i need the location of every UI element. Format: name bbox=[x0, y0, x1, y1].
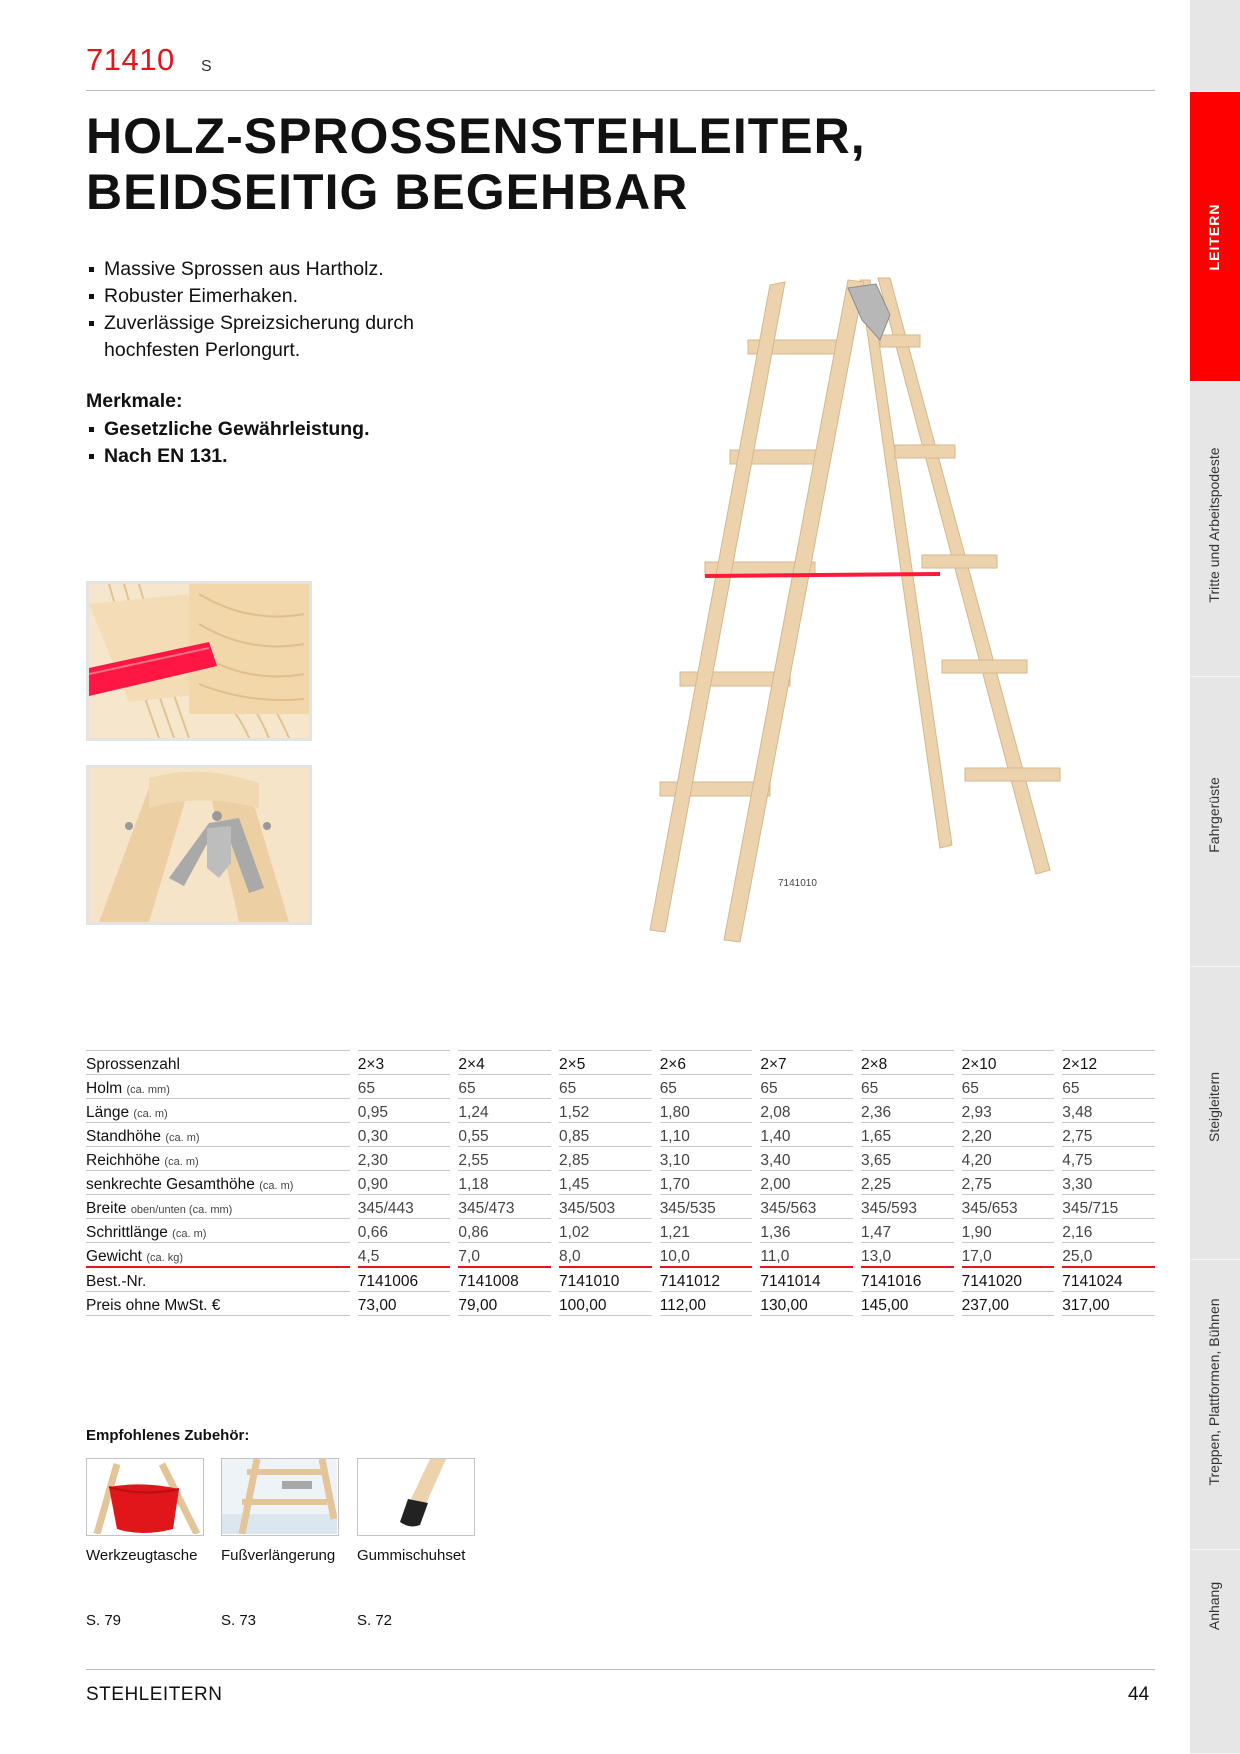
merkmale-list bbox=[86, 416, 466, 470]
spec-gap bbox=[853, 1147, 861, 1171]
spec-cell: 112,00 bbox=[660, 1292, 753, 1316]
spec-gap bbox=[350, 1147, 358, 1171]
spec-row bbox=[86, 1171, 1155, 1195]
accessory-image-werkzeugtasche bbox=[86, 1458, 204, 1536]
spec-row-label bbox=[86, 1219, 350, 1243]
spec-cell: 145,00 bbox=[861, 1292, 954, 1316]
spec-row-label bbox=[86, 1099, 350, 1123]
spec-row bbox=[86, 1195, 1155, 1219]
spec-gap bbox=[350, 1050, 358, 1075]
spec-label-text: Preis ohne MwSt. € bbox=[86, 1297, 221, 1314]
spec-gap bbox=[652, 1219, 660, 1243]
spec-label-unit: (ca. m) bbox=[164, 1156, 199, 1168]
spec-cell: 4,20 bbox=[962, 1147, 1055, 1171]
spec-gap bbox=[1054, 1243, 1062, 1268]
spec-gap bbox=[752, 1171, 760, 1195]
spec-gap bbox=[752, 1219, 760, 1243]
product-image-caption: 7141010 bbox=[778, 878, 817, 889]
spec-cell: 1,47 bbox=[861, 1219, 954, 1243]
spec-cell: 1,65 bbox=[861, 1123, 954, 1147]
spec-gap bbox=[652, 1195, 660, 1219]
spec-label-text: Länge bbox=[86, 1104, 130, 1121]
spec-label-unit: (ca. m) bbox=[259, 1180, 294, 1192]
spec-cell: 1,36 bbox=[760, 1219, 853, 1243]
spec-gap bbox=[954, 1219, 962, 1243]
footer-divider bbox=[86, 1669, 1155, 1670]
spec-row bbox=[86, 1292, 1155, 1316]
spec-cell: 25,0 bbox=[1062, 1243, 1155, 1268]
spec-cell: 7141006 bbox=[358, 1268, 451, 1292]
spec-gap bbox=[954, 1099, 962, 1123]
spec-gap bbox=[450, 1099, 458, 1123]
spec-cell: 1,52 bbox=[559, 1099, 652, 1123]
spec-cell: 2,75 bbox=[1062, 1123, 1155, 1147]
side-tab-steigleitern[interactable] bbox=[1190, 967, 1240, 1260]
spec-cell: 65 bbox=[358, 1075, 451, 1099]
accessory-page-ref: S. 72 bbox=[357, 1612, 393, 1629]
spec-cell: 65 bbox=[458, 1075, 551, 1099]
product-image-ladder bbox=[580, 270, 1080, 950]
spec-gap bbox=[1054, 1099, 1062, 1123]
spec-gap bbox=[450, 1268, 458, 1292]
merkmale-heading: Merkmale: bbox=[86, 390, 183, 412]
side-tab-treppen[interactable] bbox=[1190, 1260, 1240, 1550]
spec-cell: 317,00 bbox=[1062, 1292, 1155, 1316]
spec-gap bbox=[752, 1075, 760, 1099]
spec-cell: 2×12 bbox=[1062, 1050, 1155, 1075]
spec-cell: 2×8 bbox=[861, 1050, 954, 1075]
spec-cell: 79,00 bbox=[458, 1292, 551, 1316]
spec-cell: 345/563 bbox=[760, 1195, 853, 1219]
spec-gap bbox=[954, 1171, 962, 1195]
accessory-label: Gummischuhset bbox=[357, 1547, 466, 1564]
spec-cell: 0,85 bbox=[559, 1123, 652, 1147]
spec-gap bbox=[1054, 1195, 1062, 1219]
page-number: 44 bbox=[1128, 1684, 1150, 1705]
spec-cell: 0,30 bbox=[358, 1123, 451, 1147]
spec-gap bbox=[954, 1292, 962, 1316]
spec-gap bbox=[1054, 1292, 1062, 1316]
spec-gap bbox=[350, 1292, 358, 1316]
spec-gap bbox=[450, 1123, 458, 1147]
spec-cell: 3,40 bbox=[760, 1147, 853, 1171]
spec-gap bbox=[450, 1292, 458, 1316]
spec-cell: 7141014 bbox=[760, 1268, 853, 1292]
spec-cell: 65 bbox=[559, 1075, 652, 1099]
spec-cell: 17,0 bbox=[962, 1243, 1055, 1268]
spec-cell: 2,08 bbox=[760, 1099, 853, 1123]
spec-cell: 2×7 bbox=[760, 1050, 853, 1075]
spec-cell: 130,00 bbox=[760, 1292, 853, 1316]
side-tab-label: Treppen, Plattformen, Bühnen bbox=[1206, 1298, 1222, 1486]
spec-gap bbox=[551, 1268, 559, 1292]
article-suffix: S bbox=[201, 58, 212, 75]
accessory-image-gummischuhset bbox=[357, 1458, 475, 1536]
spec-cell: 2,16 bbox=[1062, 1219, 1155, 1243]
spec-gap bbox=[954, 1123, 962, 1147]
side-tab-label: LEITERN bbox=[1206, 203, 1222, 271]
spec-gap bbox=[551, 1292, 559, 1316]
spec-gap bbox=[752, 1268, 760, 1292]
spec-cell: 2,20 bbox=[962, 1123, 1055, 1147]
spec-cell: 65 bbox=[760, 1075, 853, 1099]
spec-gap bbox=[652, 1243, 660, 1268]
side-tab-label: Anhang bbox=[1206, 1581, 1222, 1631]
spec-gap bbox=[350, 1171, 358, 1195]
spec-row-label bbox=[86, 1268, 350, 1292]
detail-photo-hinge bbox=[86, 765, 312, 925]
spec-cell: 2,36 bbox=[861, 1099, 954, 1123]
side-tab-leitern[interactable] bbox=[1190, 92, 1240, 382]
spec-label-text: Standhöhe bbox=[86, 1128, 161, 1145]
spec-gap bbox=[450, 1147, 458, 1171]
side-tab-label: Fahrgerüste bbox=[1206, 777, 1222, 853]
spec-cell: 13,0 bbox=[861, 1243, 954, 1268]
spec-cell: 237,00 bbox=[962, 1292, 1055, 1316]
spec-gap bbox=[752, 1123, 760, 1147]
spec-cell: 7141012 bbox=[660, 1268, 753, 1292]
spec-cell: 11,0 bbox=[760, 1243, 853, 1268]
spec-label-text: Sprossenzahl bbox=[86, 1056, 180, 1073]
spec-cell: 2,00 bbox=[760, 1171, 853, 1195]
spec-gap bbox=[853, 1292, 861, 1316]
spec-table bbox=[86, 1050, 1155, 1316]
spec-gap bbox=[450, 1171, 458, 1195]
spec-gap bbox=[350, 1123, 358, 1147]
spec-label-text: Best.-Nr. bbox=[86, 1273, 147, 1290]
spec-row bbox=[86, 1243, 1155, 1268]
side-tab-anhang[interactable] bbox=[1190, 1550, 1240, 1754]
spec-cell: 3,48 bbox=[1062, 1099, 1155, 1123]
spec-cell: 345/503 bbox=[559, 1195, 652, 1219]
header-divider bbox=[86, 90, 1155, 91]
feature-item: Massive Sprossen aus Hartholz. bbox=[86, 256, 466, 283]
spec-gap bbox=[752, 1243, 760, 1268]
spec-row bbox=[86, 1075, 1155, 1099]
spec-gap bbox=[853, 1075, 861, 1099]
spec-gap bbox=[752, 1292, 760, 1316]
spec-row-label bbox=[86, 1147, 350, 1171]
spec-cell: 65 bbox=[861, 1075, 954, 1099]
spec-gap bbox=[954, 1050, 962, 1075]
spec-cell: 0,86 bbox=[458, 1219, 551, 1243]
side-nav bbox=[1190, 0, 1240, 1754]
spec-cell: 100,00 bbox=[559, 1292, 652, 1316]
spec-gap bbox=[450, 1219, 458, 1243]
spec-cell: 1,21 bbox=[660, 1219, 753, 1243]
spec-label-text: senkrechte Gesamthöhe bbox=[86, 1176, 255, 1193]
spec-cell: 345/593 bbox=[861, 1195, 954, 1219]
spec-cell: 65 bbox=[1062, 1075, 1155, 1099]
spec-gap bbox=[652, 1075, 660, 1099]
spec-cell: 4,75 bbox=[1062, 1147, 1155, 1171]
spec-cell: 2,30 bbox=[358, 1147, 451, 1171]
spec-gap bbox=[551, 1195, 559, 1219]
spec-gap bbox=[652, 1123, 660, 1147]
spec-gap bbox=[853, 1050, 861, 1075]
merkmale-item: Gesetzliche Gewährleistung. bbox=[86, 416, 466, 443]
spec-gap bbox=[450, 1243, 458, 1268]
side-tab-label: Tritte und Arbeitspodeste bbox=[1206, 447, 1222, 603]
spec-gap bbox=[652, 1268, 660, 1292]
spec-row bbox=[86, 1268, 1155, 1292]
spec-gap bbox=[853, 1195, 861, 1219]
spec-cell: 1,90 bbox=[962, 1219, 1055, 1243]
spec-label-unit: (ca. kg) bbox=[146, 1252, 183, 1264]
spec-gap bbox=[450, 1075, 458, 1099]
spec-gap bbox=[350, 1243, 358, 1268]
side-tab-tritte[interactable] bbox=[1190, 382, 1240, 677]
spec-gap bbox=[1054, 1147, 1062, 1171]
spec-gap bbox=[450, 1195, 458, 1219]
spec-row-label bbox=[86, 1292, 350, 1316]
spec-cell: 1,02 bbox=[559, 1219, 652, 1243]
spec-cell: 2×4 bbox=[458, 1050, 551, 1075]
spec-row bbox=[86, 1147, 1155, 1171]
spec-gap bbox=[652, 1171, 660, 1195]
spec-gap bbox=[1054, 1268, 1062, 1292]
spec-label-text: Breite bbox=[86, 1200, 127, 1217]
spec-cell: 345/535 bbox=[660, 1195, 753, 1219]
spec-label-unit: (ca. m) bbox=[133, 1108, 168, 1120]
spec-gap bbox=[551, 1075, 559, 1099]
spec-cell: 3,30 bbox=[1062, 1171, 1155, 1195]
spec-cell: 1,70 bbox=[660, 1171, 753, 1195]
spec-gap bbox=[1054, 1219, 1062, 1243]
spec-cell: 345/443 bbox=[358, 1195, 451, 1219]
side-tab-fahrgerueste[interactable] bbox=[1190, 677, 1240, 967]
side-tab-blank bbox=[1190, 0, 1240, 92]
spec-gap bbox=[1054, 1171, 1062, 1195]
spec-gap bbox=[1054, 1050, 1062, 1075]
spec-row bbox=[86, 1123, 1155, 1147]
spec-gap bbox=[551, 1243, 559, 1268]
spec-cell: 3,10 bbox=[660, 1147, 753, 1171]
spec-cell: 1,45 bbox=[559, 1171, 652, 1195]
spec-row-label bbox=[86, 1171, 350, 1195]
spec-gap bbox=[1054, 1123, 1062, 1147]
spec-cell: 2,93 bbox=[962, 1099, 1055, 1123]
spec-gap bbox=[853, 1219, 861, 1243]
spec-gap bbox=[551, 1123, 559, 1147]
spec-row-label bbox=[86, 1123, 350, 1147]
spec-cell: 2,75 bbox=[962, 1171, 1055, 1195]
spec-gap bbox=[853, 1171, 861, 1195]
spec-gap bbox=[752, 1147, 760, 1171]
spec-cell: 7141016 bbox=[861, 1268, 954, 1292]
spec-cell: 0,55 bbox=[458, 1123, 551, 1147]
spec-label-unit: (ca. m) bbox=[165, 1132, 200, 1144]
spec-cell: 2×6 bbox=[660, 1050, 753, 1075]
spec-cell: 1,18 bbox=[458, 1171, 551, 1195]
accessory-page-ref: S. 73 bbox=[221, 1612, 257, 1629]
spec-gap bbox=[551, 1147, 559, 1171]
spec-row-label bbox=[86, 1195, 350, 1219]
spec-cell: 1,40 bbox=[760, 1123, 853, 1147]
spec-gap bbox=[954, 1075, 962, 1099]
spec-cell: 345/715 bbox=[1062, 1195, 1155, 1219]
side-tab-label: Steigleitern bbox=[1206, 1071, 1222, 1143]
spec-gap bbox=[752, 1195, 760, 1219]
spec-cell: 0,90 bbox=[358, 1171, 451, 1195]
spec-cell: 345/653 bbox=[962, 1195, 1055, 1219]
spec-label-unit: (ca. mm) bbox=[126, 1084, 170, 1096]
spec-gap bbox=[954, 1243, 962, 1268]
spec-cell: 2,55 bbox=[458, 1147, 551, 1171]
spec-cell: 7141010 bbox=[559, 1268, 652, 1292]
spec-cell: 73,00 bbox=[358, 1292, 451, 1316]
product-title bbox=[86, 108, 866, 220]
spec-cell: 2×10 bbox=[962, 1050, 1055, 1075]
spec-row bbox=[86, 1050, 1155, 1075]
article-number: 71410 bbox=[86, 42, 175, 77]
spec-cell: 7141008 bbox=[458, 1268, 551, 1292]
spec-gap bbox=[551, 1219, 559, 1243]
spec-gap bbox=[350, 1099, 358, 1123]
spec-row bbox=[86, 1099, 1155, 1123]
spec-gap bbox=[1054, 1075, 1062, 1099]
spec-cell: 65 bbox=[962, 1075, 1055, 1099]
title-line-2: BEIDSEITIG BEGEHBAR bbox=[86, 164, 689, 220]
spec-gap bbox=[853, 1268, 861, 1292]
spec-row-label bbox=[86, 1075, 350, 1099]
spec-gap bbox=[752, 1099, 760, 1123]
spec-label-unit: oben/unten (ca. mm) bbox=[130, 1204, 233, 1216]
feature-item: Zuverlässige Spreizsicherung durch hochfesten Perlongurt. bbox=[86, 310, 466, 364]
spec-gap bbox=[954, 1195, 962, 1219]
spec-cell: 345/473 bbox=[458, 1195, 551, 1219]
spec-gap bbox=[350, 1075, 358, 1099]
spec-cell: 2×3 bbox=[358, 1050, 451, 1075]
accessory-image-fussverlaengerung bbox=[221, 1458, 339, 1536]
spec-row-label bbox=[86, 1243, 350, 1268]
spec-cell: 7141024 bbox=[1062, 1268, 1155, 1292]
accessory-page-ref: S. 79 bbox=[86, 1612, 122, 1629]
spec-cell: 3,65 bbox=[861, 1147, 954, 1171]
spec-row bbox=[86, 1219, 1155, 1243]
spec-gap bbox=[652, 1099, 660, 1123]
spec-cell: 0,95 bbox=[358, 1099, 451, 1123]
spec-cell: 0,66 bbox=[358, 1219, 451, 1243]
spec-gap bbox=[551, 1099, 559, 1123]
spec-cell: 10,0 bbox=[660, 1243, 753, 1268]
spec-gap bbox=[551, 1050, 559, 1075]
spec-cell: 1,24 bbox=[458, 1099, 551, 1123]
spec-gap bbox=[853, 1243, 861, 1268]
accessory-label: Fußverlängerung bbox=[221, 1547, 336, 1564]
feature-list bbox=[86, 256, 466, 364]
spec-cell: 2,85 bbox=[559, 1147, 652, 1171]
spec-gap bbox=[954, 1268, 962, 1292]
spec-cell: 1,80 bbox=[660, 1099, 753, 1123]
spec-cell: 8,0 bbox=[559, 1243, 652, 1268]
detail-photo-strap bbox=[86, 581, 312, 741]
accessory-label: Werkzeugtasche bbox=[86, 1547, 198, 1564]
spec-cell: 2×5 bbox=[559, 1050, 652, 1075]
spec-cell: 65 bbox=[660, 1075, 753, 1099]
spec-label-text: Schrittlänge bbox=[86, 1224, 168, 1241]
spec-gap bbox=[350, 1195, 358, 1219]
spec-gap bbox=[652, 1050, 660, 1075]
spec-gap bbox=[450, 1050, 458, 1075]
spec-cell: 4,5 bbox=[358, 1243, 451, 1268]
spec-label-text: Reichhöhe bbox=[86, 1152, 161, 1169]
spec-gap bbox=[350, 1268, 358, 1292]
spec-cell: 2,25 bbox=[861, 1171, 954, 1195]
footer-section-title: STEHLEITERN bbox=[86, 1684, 223, 1705]
spec-gap bbox=[853, 1123, 861, 1147]
spec-cell: 7141020 bbox=[962, 1268, 1055, 1292]
spec-cell: 1,10 bbox=[660, 1123, 753, 1147]
merkmale-item: Nach EN 131. bbox=[86, 443, 466, 470]
spec-gap bbox=[752, 1050, 760, 1075]
title-line-1: HOLZ-SPROSSENSTEHLEITER, bbox=[86, 108, 866, 164]
spec-gap bbox=[853, 1099, 861, 1123]
accessories-heading: Empfohlenes Zubehör: bbox=[86, 1427, 250, 1444]
spec-gap bbox=[652, 1292, 660, 1316]
feature-item: Robuster Eimerhaken. bbox=[86, 283, 466, 310]
spec-cell: 7,0 bbox=[458, 1243, 551, 1268]
spec-gap bbox=[954, 1147, 962, 1171]
spec-gap bbox=[350, 1219, 358, 1243]
spec-gap bbox=[652, 1147, 660, 1171]
spec-label-text: Gewicht bbox=[86, 1248, 142, 1265]
spec-gap bbox=[551, 1171, 559, 1195]
spec-row-label bbox=[86, 1050, 350, 1075]
spec-label-unit: (ca. m) bbox=[172, 1228, 207, 1240]
spec-label-text: Holm bbox=[86, 1080, 123, 1097]
